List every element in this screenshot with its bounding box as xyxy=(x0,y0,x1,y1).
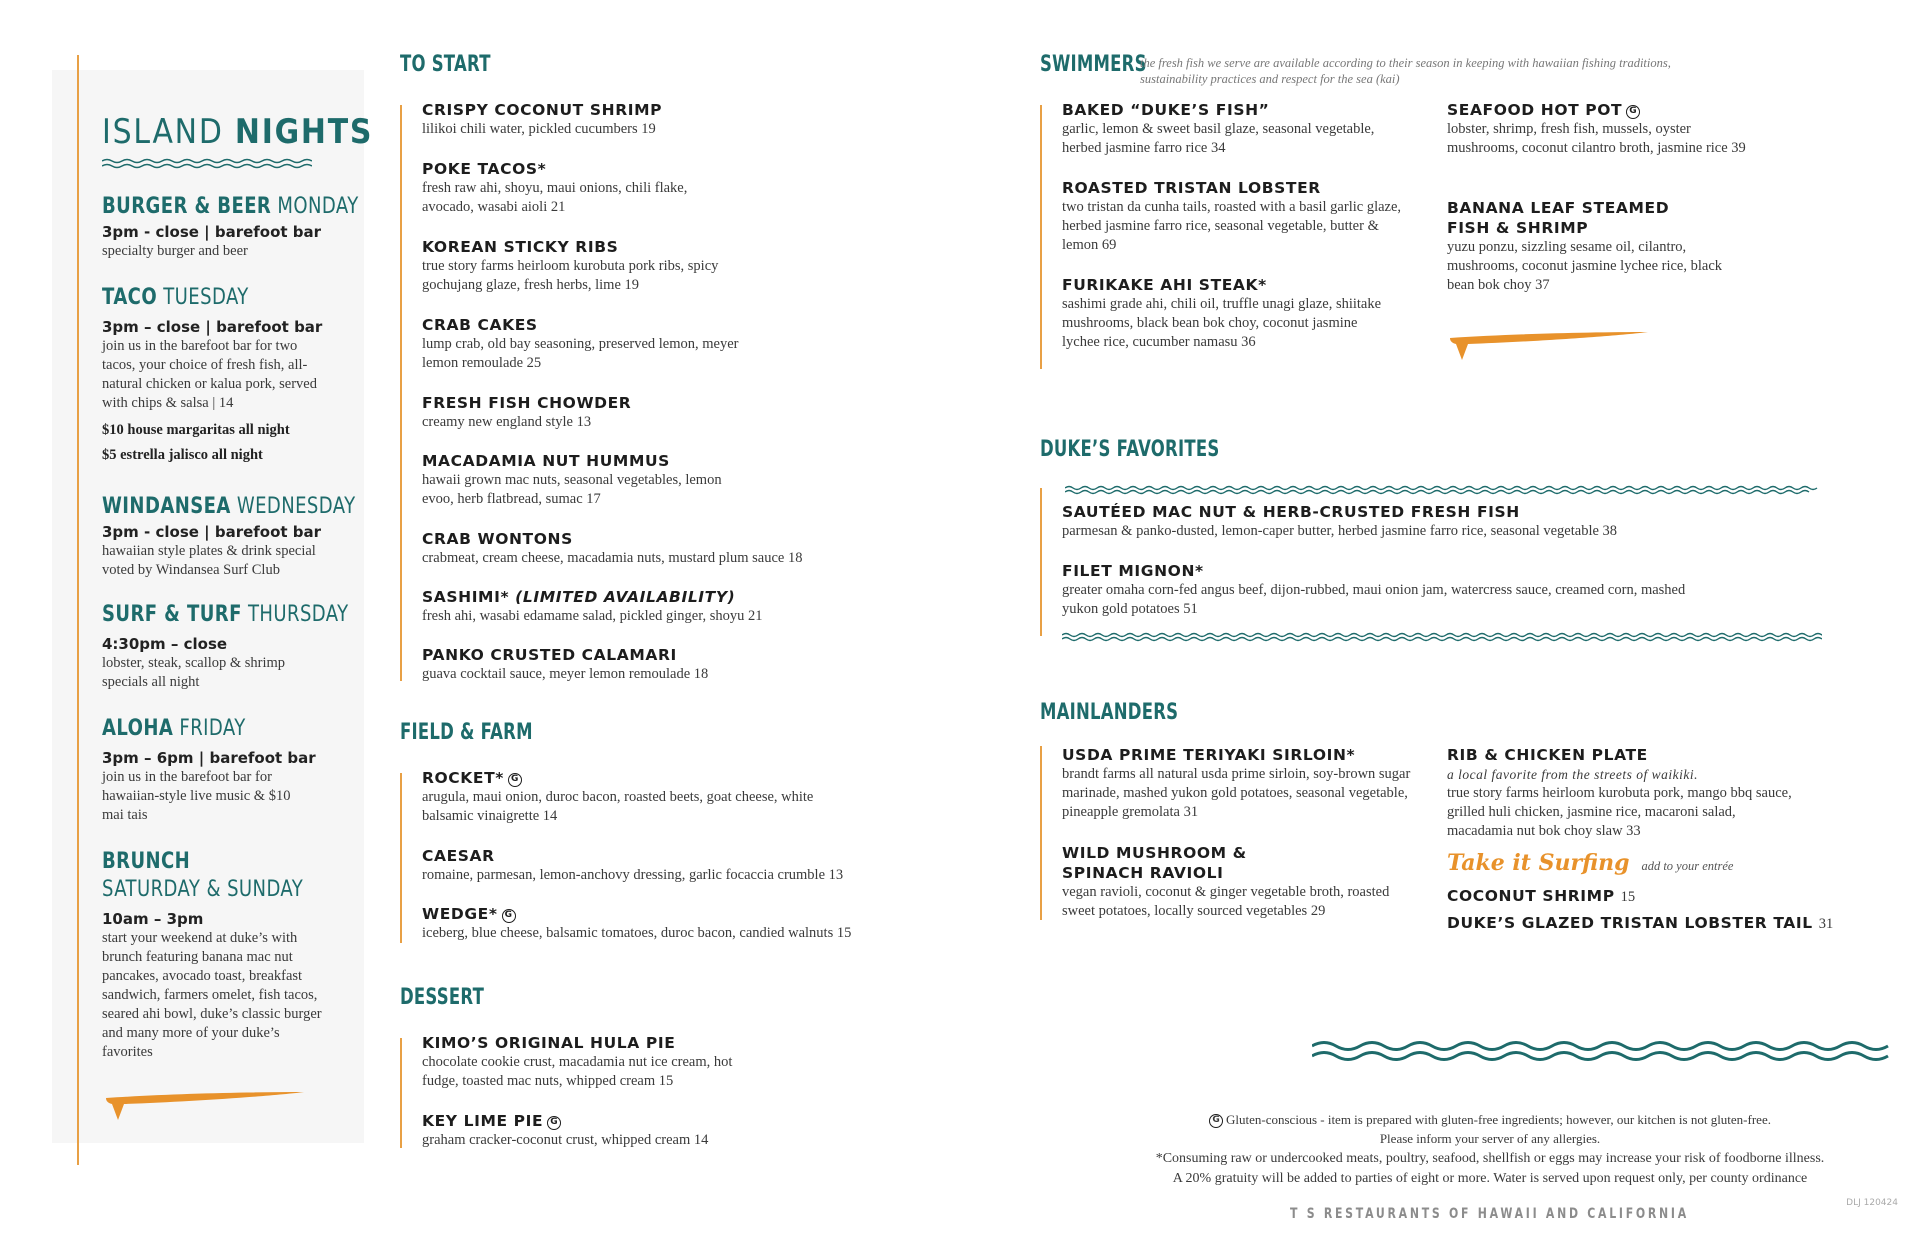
night-time: 3pm – 6pm | barefoot bar xyxy=(102,749,316,767)
item-desc: romaine, parmesan, lemon-anchovy dressing, garlic focaccia crumble 13 xyxy=(422,867,844,883)
swimmers-subtitle: the fresh fish we serve are available according to their season in keeping with hawaiian fishing traditions, sustainability practices and respect for the sea (kai) xyxy=(1140,56,1671,86)
night-title: BRUNCH xyxy=(102,849,191,874)
allergy-note: Please inform your server of any allergies. xyxy=(1379,1131,1601,1146)
section-rule xyxy=(1040,488,1042,636)
night-time: 4:30pm – close xyxy=(102,635,228,653)
island-nights-title xyxy=(102,112,373,152)
item-desc: parmesan & panko-dusted, lemon-caper butter, herbed jasmine farro rice, seasonal vegetable 38 xyxy=(1062,523,1618,539)
section-rule xyxy=(400,1038,402,1148)
take-it-surfing-note: add to your entrée xyxy=(1641,859,1734,873)
item-name: BANANA LEAF STEAMED xyxy=(1447,199,1670,217)
addon-item xyxy=(1447,886,1635,907)
night-thursday xyxy=(102,601,349,692)
night-title: BURGER & BEER MONDAY xyxy=(102,194,359,219)
menu-item xyxy=(422,393,631,432)
item-desc: chocolate cookie crust, macadamia nut ice cream, hot fudge, toasted mac nuts, whipped cream 15 xyxy=(422,1054,733,1089)
gluten-legend xyxy=(1070,1110,1910,1129)
item-desc: lump crab, old bay seasoning, preserved lemon, meyer lemon remoulade 25 xyxy=(422,336,739,371)
wave-divider-icon xyxy=(1065,485,1825,495)
night-time: 10am – 3pm xyxy=(102,910,204,928)
item-name: PANKO CRUSTED CALAMARI xyxy=(422,646,677,664)
item-name: SEAFOOD HOT POT G xyxy=(1447,100,1747,120)
menu-item xyxy=(1062,843,1417,921)
night-special: $5 estrella jalisco all night xyxy=(102,447,263,463)
night-title: TACO TUESDAY xyxy=(102,285,249,310)
menu-item xyxy=(422,904,851,943)
night-desc: join us in the barefoot bar for two tacos, your choice of fresh fish, all-natural chicken or kalua pork, served with chips & salsa | 14 xyxy=(102,338,317,411)
item-desc: iceberg, blue cheese, balsamic tomatoes, duroc bacon, candied walnuts 15 xyxy=(422,925,852,941)
menu-item xyxy=(422,768,842,826)
gratuity-note: A 20% gratuity will be added to parties of eight or more. Water is served upon request only, per county ordinance xyxy=(1172,1171,1808,1186)
night-title: SURF & TURF THURSDAY xyxy=(102,602,349,627)
section-title-dessert: DESSERT xyxy=(400,985,485,1010)
brand-footer: T S RESTAURANTS OF HAWAII AND CALIFORNIA xyxy=(1290,1206,1689,1222)
menu-item xyxy=(422,587,762,626)
night-wednesday xyxy=(102,493,356,580)
item-name: FRESH FISH CHOWDER xyxy=(422,394,632,412)
take-it-surfing-title: Take it Surfing xyxy=(1447,850,1630,876)
gluten-conscious-icon: G xyxy=(1626,105,1640,119)
item-name: FISH & SHRIMP xyxy=(1447,219,1589,237)
item-desc: arugula, maui onion, duroc bacon, roasted beets, goat cheese, white balsamic vinaigrette 14 xyxy=(422,789,814,824)
consumption-warning: *Consuming raw or undercooked meats, poultry, seafood, shellfish or eggs may increase your risk of foodborne illness. xyxy=(1155,1151,1825,1166)
gluten-legend-text: Gluten-conscious - item is prepared with gluten-free ingredients; however, our kitchen is not gluten-free. xyxy=(1226,1112,1771,1127)
item-desc: lobster, shrimp, fresh fish, mussels, oyster mushrooms, coconut cilantro broth, jasmine rice 39 xyxy=(1447,121,1746,156)
item-desc: hawaii grown mac nuts, seasonal vegetables, lemon evoo, herb flatbread, sumac 17 xyxy=(422,472,722,507)
item-name: SASHIMI* (LIMITED AVAILABILITY) xyxy=(422,588,736,606)
item-desc: greater omaha corn-fed angus beef, dijon-rubbed, maui onion jam, watercress sauce, creamed corn, mashed yukon gold potatoes 51 xyxy=(1062,582,1686,617)
item-desc: two tristan da cunha tails, roasted with a basil garlic glaze, herbed jasmine farro rice, seasonal vegetable, butter & lemon 69 xyxy=(1062,199,1402,253)
item-desc: crabmeat, cream cheese, macadamia nuts, mustard plum sauce 18 xyxy=(422,550,803,566)
item-name: RIB & CHICKEN PLATE xyxy=(1447,746,1648,764)
item-desc: guava cocktail sauce, meyer lemon remoulade 18 xyxy=(422,666,709,682)
item-desc: fresh ahi, wasabi edamame salad, pickled ginger, shoyu 21 xyxy=(422,608,763,624)
section-title-to-start: TO START xyxy=(400,52,491,77)
item-name: ROCKET* G xyxy=(422,768,842,788)
item-name: MACADAMIA NUT HUMMUS xyxy=(422,452,670,470)
item-desc: sashimi grade ahi, chili oil, truffle unagi glaze, shiitake mushrooms, black bean bok choy, coconut jasmine lychee rice, cucumber namasu 36 xyxy=(1062,296,1382,350)
item-desc: vegan ravioli, coconut & ginger vegetable broth, roasted sweet potatoes, locally sourced vegetables 29 xyxy=(1062,884,1390,919)
wave-divider-icon xyxy=(1312,1040,1900,1064)
item-name: COCONUT SHRIMP 15 xyxy=(1447,887,1636,905)
menu-item xyxy=(1447,745,1792,841)
item-desc: fresh raw ahi, shoyu, maui onions, chili flake, avocado, wasabi aioli 21 xyxy=(422,180,688,215)
item-price: 31 xyxy=(1818,916,1834,932)
menu-item xyxy=(1062,178,1417,255)
menu-item xyxy=(422,529,802,568)
night-desc: lobster, steak, scallop & shrimp specials all night xyxy=(102,655,286,690)
item-name: ROASTED TRISTAN LOBSTER xyxy=(1062,179,1321,197)
menu-item xyxy=(422,1033,762,1091)
title-light: ISLAND xyxy=(102,112,224,152)
item-name: WILD MUSHROOM & xyxy=(1062,844,1247,862)
menu-item xyxy=(422,100,662,139)
item-name: CRAB WONTONS xyxy=(422,530,573,548)
item-desc: creamy new england style 13 xyxy=(422,414,592,430)
section-rule xyxy=(1040,746,1042,920)
item-name: KOREAN STICKY RIBS xyxy=(422,238,619,256)
item-name: WEDGE* G xyxy=(422,904,851,924)
item-name: CRAB CAKES xyxy=(422,316,538,334)
night-title: ALOHA FRIDAY xyxy=(102,716,246,741)
menu-item xyxy=(1062,745,1417,822)
gluten-conscious-icon: G xyxy=(502,909,516,923)
item-name: KIMO’S ORIGINAL HULA PIE xyxy=(422,1034,676,1052)
item-desc: garlic, lemon & sweet basil glaze, seasonal vegetable, herbed jasmine farro rice 34 xyxy=(1062,121,1375,156)
night-special: $10 house margaritas all night xyxy=(102,422,290,438)
item-name: SPINACH RAVIOLI xyxy=(1062,864,1224,882)
item-price: 15 xyxy=(1620,889,1636,905)
wave-divider-icon xyxy=(102,158,312,170)
addon-item xyxy=(1447,913,1833,934)
item-desc: graham cracker-coconut crust, whipped cream 14 xyxy=(422,1132,709,1148)
item-name: DUKE’S GLAZED TRISTAN LOBSTER TAIL 31 xyxy=(1447,914,1834,932)
night-time: 3pm - close | barefoot bar xyxy=(102,223,322,241)
item-name: KEY LIME PIE G xyxy=(422,1111,708,1131)
night-desc: hawaiian style plates & drink special voted by Windansea Surf Club xyxy=(102,543,316,578)
title-bold: NIGHTS xyxy=(234,112,374,152)
night-monday xyxy=(102,193,359,261)
menu-item xyxy=(1447,100,1747,158)
night-time: 3pm – close | barefoot bar xyxy=(102,318,323,336)
section-title-swimmers: SWIMMERS xyxy=(1040,52,1147,77)
item-desc: true story farms heirloom kurobuta pork, mango bbq sauce, grilled huli chicken, jasmine rice, macaroni salad, macadamia nut bok choy slaw 33 xyxy=(1447,785,1792,839)
section-rule xyxy=(1040,105,1042,369)
night-friday xyxy=(102,715,342,825)
item-name: CRISPY COCONUT SHRIMP xyxy=(422,101,663,119)
item-name: BAKED “DUKE’S FISH” xyxy=(1062,101,1270,119)
menu-item xyxy=(422,645,708,684)
item-note: a local favorite from the streets of waikiki. xyxy=(1447,767,1698,782)
item-availability-note: (LIMITED AVAILABILITY) xyxy=(515,588,736,606)
gluten-conscious-icon: G xyxy=(547,1116,561,1130)
menu-item xyxy=(1062,561,1712,619)
menu-item xyxy=(422,1111,708,1150)
menu-item xyxy=(422,451,742,509)
document-code: DLJ 120424 xyxy=(1846,1198,1898,1208)
night-desc: join us in the barefoot bar for hawaiian-style live music & $10 mai tais xyxy=(102,769,291,823)
night-desc: specialty burger and beer xyxy=(102,243,248,259)
menu-item xyxy=(1062,100,1417,158)
take-it-surfing xyxy=(1447,850,1733,876)
night-desc: start your weekend at duke’s with brunch featuring banana mac nut pancakes, avocado toast, breakfast sandwich, farmers omelet, fish tacos, seared ahi bowl, duke’s classic burger and many more of your duke’s favorites xyxy=(102,930,322,1060)
item-name: FURIKAKE AHI STEAK* xyxy=(1062,276,1267,294)
wave-divider-icon xyxy=(1062,632,1822,642)
section-title-mainlanders: MAINLANDERS xyxy=(1040,700,1179,725)
menu-item xyxy=(1062,502,1617,541)
item-name: SAUTÉED MAC NUT & HERB-CRUSTED FRESH FISH xyxy=(1062,503,1520,521)
night-tuesday xyxy=(102,284,342,465)
surfboard-icon xyxy=(1448,330,1653,364)
menu-item xyxy=(422,315,752,373)
menu-item xyxy=(422,237,767,295)
item-desc: brandt farms all natural usda prime sirloin, soy-brown sugar marinade, mashed yukon gold potatoes, seasonal vegetable, pineapple gremolata 31 xyxy=(1062,766,1411,820)
gluten-conscious-icon: G xyxy=(1209,1114,1223,1128)
night-weekend-brunch xyxy=(102,848,342,1062)
surfboard-icon xyxy=(104,1090,309,1124)
item-name: USDA PRIME TERIYAKI SIRLOIN* xyxy=(1062,746,1356,764)
item-name: CAESAR xyxy=(422,847,495,865)
menu-item xyxy=(422,159,742,217)
item-name: POKE TACOS* xyxy=(422,160,547,178)
section-title-field-farm: FIELD & FARM xyxy=(400,720,533,745)
night-subtitle: SATURDAY & SUNDAY xyxy=(102,877,304,902)
menu-item xyxy=(1062,275,1382,352)
night-time: 3pm - close | barefoot bar xyxy=(102,523,322,541)
section-rule xyxy=(400,773,402,943)
sidebar-accent-rule xyxy=(77,55,79,1165)
section-rule xyxy=(400,105,402,681)
menu-item xyxy=(422,846,843,885)
item-desc: yuzu ponzu, sizzling sesame oil, cilantro, mushrooms, coconut jasmine lychee rice, black bean bok choy 37 xyxy=(1447,239,1723,293)
night-title: WINDANSEA WEDNESDAY xyxy=(102,494,356,519)
item-name: FILET MIGNON* xyxy=(1062,562,1204,580)
gluten-conscious-icon: G xyxy=(508,773,522,787)
item-desc: true story farms heirloom kurobuta pork ribs, spicy gochujang glaze, fresh herbs, lime 19 xyxy=(422,258,719,293)
item-desc: lilikoi chili water, pickled cucumbers 19 xyxy=(422,121,656,137)
section-title-dukes-favorites: DUKE’S FAVORITES xyxy=(1040,437,1220,462)
menu-item xyxy=(1447,198,1732,295)
